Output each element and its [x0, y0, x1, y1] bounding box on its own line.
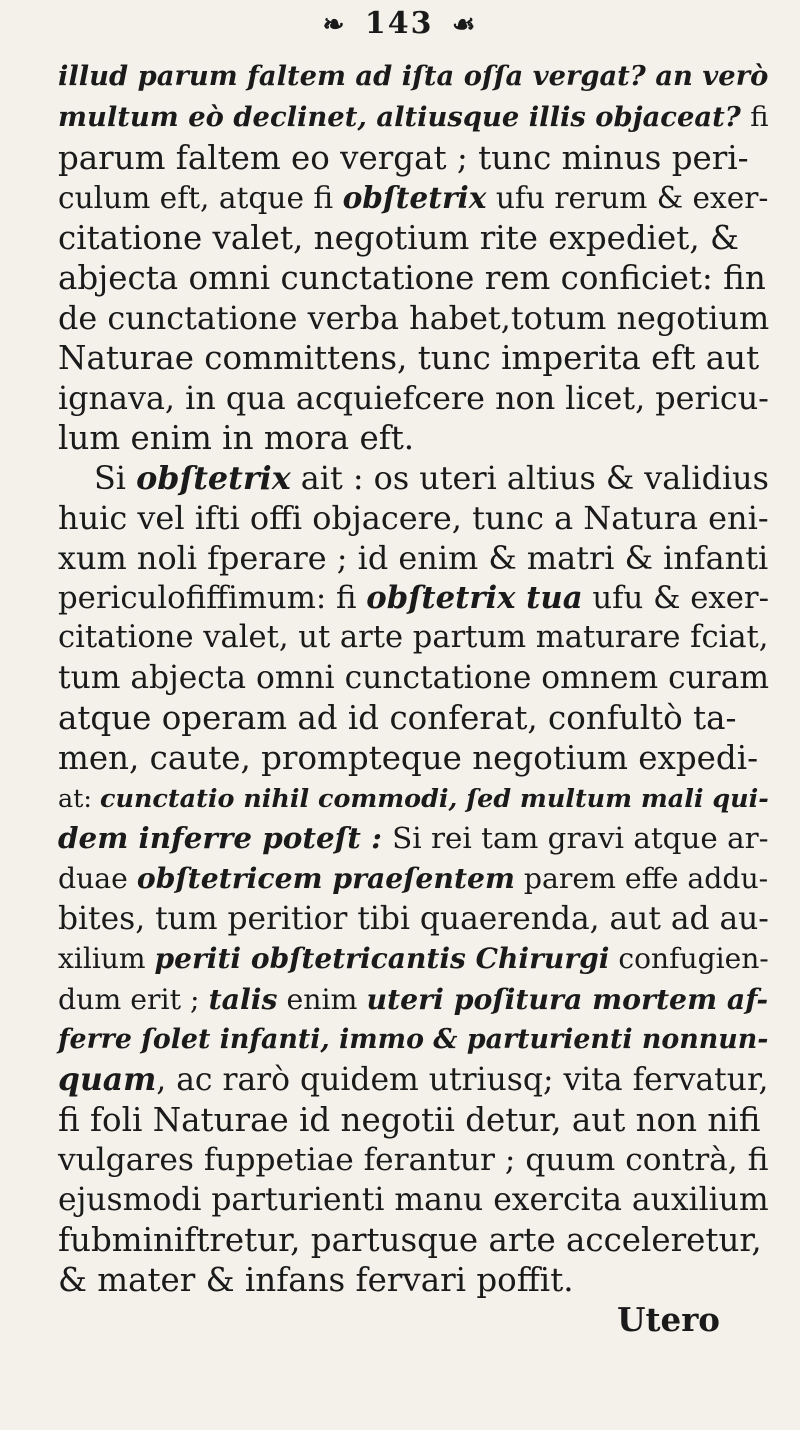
text-line — [58, 1060, 776, 1100]
text-segment: Si rei tam gravi atque ar- — [392, 821, 769, 855]
text-segment: fi foli Naturae id negotii detur, aut non nifi — [58, 1101, 761, 1139]
text-segment: , ac rarò quidem utriusq; vita fervatur, — [156, 1062, 769, 1098]
text-segment: xum noli fperare ; id enim & matri & infanti — [58, 539, 769, 577]
text-segment: parum faltem eo vergat ; tunc minus peri- — [58, 139, 749, 177]
text-line — [58, 1180, 776, 1220]
page-number: 143 — [364, 6, 434, 41]
text-segment: fubminiftretur, partusque arte acceleretur, — [58, 1221, 762, 1259]
text-segment: de cunctatione verba habet,totum negotium — [58, 299, 770, 337]
text-line — [58, 138, 776, 178]
text-segment: & mater & infans fervari poffit. — [58, 1261, 574, 1299]
text-segment: periculofiffimum: fi — [58, 580, 367, 616]
italic-text: cunctatio nihil commodi, ſed multum mali qui- — [100, 783, 769, 813]
italic-text: talis — [208, 982, 278, 1016]
text-line — [58, 378, 776, 418]
italic-text: obſtetrix — [136, 459, 291, 497]
text-line — [58, 658, 776, 698]
text-segment: lum enim in mora eft. — [58, 419, 415, 457]
text-segment: citatione valet, negotium rite expediet, & — [58, 219, 739, 257]
text-segment: vulgares fuppetiae ferantur ; quum contrà, fi — [58, 1142, 769, 1178]
text-segment: huic vel ifti offi objacere, tunc a Natura eni- — [58, 499, 769, 537]
italic-text: quam — [58, 1062, 157, 1098]
text-line — [58, 818, 776, 858]
text-line — [58, 778, 776, 818]
text-segment: xilium — [58, 942, 155, 975]
text-line — [58, 1100, 776, 1140]
text-segment: tum abjecta omni cunctatione omnem curam — [58, 660, 770, 696]
text-line — [58, 298, 776, 338]
text-line — [58, 858, 776, 899]
text-line — [58, 97, 776, 138]
text-line — [58, 1260, 776, 1300]
text-line — [58, 178, 776, 218]
text-segment: dum erit ; — [58, 983, 209, 1016]
text-line — [58, 56, 776, 97]
text-segment: atque operam ad id conferat, confultò ta- — [58, 699, 737, 737]
text-line — [58, 899, 776, 939]
text-line — [58, 218, 776, 258]
text-line — [58, 258, 776, 298]
text-segment: ufu & exer- — [582, 580, 769, 616]
text-line — [58, 498, 776, 538]
text-line — [58, 1020, 776, 1060]
ornament-right-icon: ☙ — [452, 10, 478, 40]
text-line — [58, 1220, 776, 1260]
text-segment: men, caute, prompteque negotium expedi- — [58, 739, 759, 777]
text-segment: citatione valet, ut arte partum maturare fciat, — [58, 620, 769, 655]
body-text — [58, 56, 776, 1340]
text-segment: parem effe addu- — [514, 862, 769, 895]
text-line — [58, 618, 776, 658]
text-segment: Si — [94, 459, 137, 497]
text-line — [58, 698, 776, 738]
italic-text: dem inferre poteſt : — [58, 820, 393, 855]
text-segment: enim — [277, 983, 367, 1016]
catchword: Utero — [617, 1300, 720, 1339]
text-line — [58, 538, 776, 578]
text-segment: duae — [58, 862, 137, 895]
text-segment: bites, tum peritior tibi quaerenda, aut ad au- — [58, 901, 769, 937]
page-header — [0, 6, 800, 43]
text-line — [58, 1140, 776, 1180]
text-segment: ait : os uteri altius & validius — [290, 459, 769, 497]
ornament-left-icon: ❧ — [322, 10, 347, 40]
text-segment: ejusmodi parturienti manu exercita auxilium — [58, 1182, 769, 1218]
text-segment: fi — [750, 102, 769, 133]
italic-text: obſtetrix — [342, 180, 487, 215]
text-line — [58, 738, 776, 778]
text-line — [58, 418, 776, 458]
italic-text: multum eò declinet, altiusque illis objaceat? — [58, 101, 751, 133]
italic-text: uteri poſitura mortem af- — [366, 982, 769, 1016]
text-segment: ufu rerum & exer- — [486, 181, 769, 215]
text-segment: at: — [58, 783, 100, 813]
text-segment: confugien- — [609, 942, 769, 975]
italic-text: obſtetricem praeſentem — [136, 861, 515, 895]
italic-text: illud parum faltem ad iſta oſſa vergat? an verò — [58, 60, 769, 92]
text-segment: abjecta omni cunctatione rem conficiet: fin — [58, 259, 766, 297]
text-line — [58, 979, 776, 1020]
text-line — [58, 458, 776, 498]
text-line — [58, 939, 776, 979]
text-line — [58, 578, 776, 618]
italic-text: periti obſtetricantis Chirurgi — [154, 942, 610, 975]
text-segment: Naturae committens, tunc imperita eft aut — [58, 339, 760, 377]
italic-text: ferre ſolet infanti, immo & parturienti nonnun- — [58, 1024, 769, 1055]
text-segment: ignava, in qua acquiefcere non licet, pericu- — [58, 379, 769, 417]
text-line — [58, 338, 776, 378]
italic-text: obſtetrix tua — [366, 580, 583, 616]
text-segment: culum eft, atque fi — [58, 181, 343, 215]
